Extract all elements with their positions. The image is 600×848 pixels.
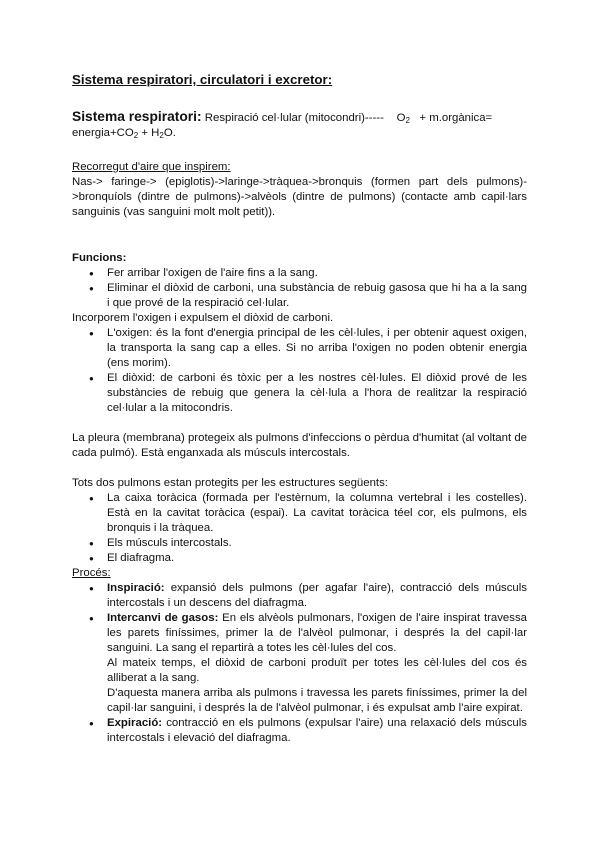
list-item: ● La caixa toràcica (formada per l'estèrnum, la columna vertebral i les costelles). Està en la cavitat toràcica (espai). La cavitat toràcica téel cor, els pulmons, els bronquis i la tràquea. bbox=[72, 491, 527, 536]
proces-list bbox=[72, 581, 527, 746]
formula-plus: + m.orgànica= bbox=[419, 112, 493, 124]
intercanvi-paragraph-2: Al mateix temps, el diòxid de carboni produït per totes les cèl·lules del cos és alliberat a la sang. bbox=[107, 657, 527, 684]
funcions-list bbox=[72, 266, 527, 311]
respiratori-intro bbox=[72, 109, 527, 141]
list-item-expiracio: ● Expiració: contracció en els pulmons (expulsar l'aire) una relaxació dels músculs intercostals i elevació del diafragma. bbox=[72, 716, 527, 746]
page-title: Sistema respiratori, circulatori i excretor: bbox=[72, 72, 333, 87]
list-item: ● El diòxid: de carboni és tòxic per a les nostres cèl·lules. El diòxid prové de les substàncies de rebuig que genera la cèl·lula a l'hora de realitzar la respiració cel·lular a la mitocondris. bbox=[72, 371, 527, 416]
pleura-paragraph: La pleura (membrana) protegeix als pulmons d'infeccions o pèrdua d'humitat (al voltant de cada pulmó). Està enganxada als músculs intercostals. bbox=[72, 432, 527, 459]
funcions-heading: Funcions: bbox=[72, 252, 127, 264]
formula-intro: Respiració cel·lular (mitocondri)----- bbox=[204, 112, 384, 124]
list-item: ● El diafragma. bbox=[72, 551, 527, 566]
formula-o2: $O_2$ bbox=[396, 112, 410, 125]
list-item: ● Eliminar el diòxid de carboni, una substància de rebuig gasosa que hi ha a la sang i que prové de la respiració cel·lular. bbox=[72, 281, 527, 311]
list-item: ● L'oxigen: és la font d'energia principal de les cèl·lules, i per obtenir aquest oxigen, la transporta la sang cap a elles. Si no arriba l'oxigen no poden obtenir energia (ens morim). bbox=[72, 326, 527, 371]
recorregut-heading: Recorregut d'aire que inspirem: bbox=[72, 161, 231, 173]
list-item: ● Fer arribar l'oxigen de l'aire fins a la sang. bbox=[72, 266, 527, 281]
intercanvi-paragraph-3: D'aquesta manera arriba als pulmons i travessa les parets finíssimes, primer la del capil·lar sanguini, i després la de l'alvèol pulmonar, i és expulsat amb l'aire expirat. bbox=[107, 687, 527, 714]
respiratori-heading: Sistema respiratori: bbox=[72, 109, 202, 124]
list-item-intercanvi: ● Intercanvi de gasos: En els alvèols pulmonars, l'oxigen de l'aire inspirat travessa les parets finíssimes, primer la de l'alvèol pulmonar, i després la del capil·lar sanguini. La sang el repartirà a totes les cèl·lules del cos. Al mateix temps, el diòxid de carboni produït per totes les cèl·lules del cos és alliberat a la sang. D'aquesta manera arriba als pulmons i travessa les parets finíssimes, primer la del capil·lar sanguini, i després la de l'alvèol pulmonar, i és expulsat amb l'aire expirat. bbox=[72, 611, 527, 716]
proteccio-list bbox=[72, 491, 527, 566]
recorregut-text: Nas-> faringe-> (epiglotis)->laringe->tràquea->bronquis (formen part dels pulmons)->bronquíols (dintre de pulmons)->alvèols (dintre de pulmons) (contacte amb capil·lars sanguinis (vas sanguini molt molt petit)). bbox=[72, 176, 527, 218]
funcions-list-2 bbox=[72, 326, 527, 416]
list-item: ● Els músculs intercostals. bbox=[72, 536, 527, 551]
proteccio-intro: Tots dos pulmons estan protegits per les estructures següents: bbox=[72, 477, 388, 489]
funcions-mid-text: Incorporem l'oxigen i expulsem el diòxid de carboni. bbox=[72, 312, 334, 324]
formula-result: $energia+CO_2 + H_2O$. bbox=[72, 127, 176, 140]
proces-heading: Procés: bbox=[72, 567, 111, 579]
list-item-inspiracio: ● Inspiració: expansió dels pulmons (per agafar l'aire), contracció dels músculs intercostals i un descens del diafragma. bbox=[72, 581, 527, 611]
